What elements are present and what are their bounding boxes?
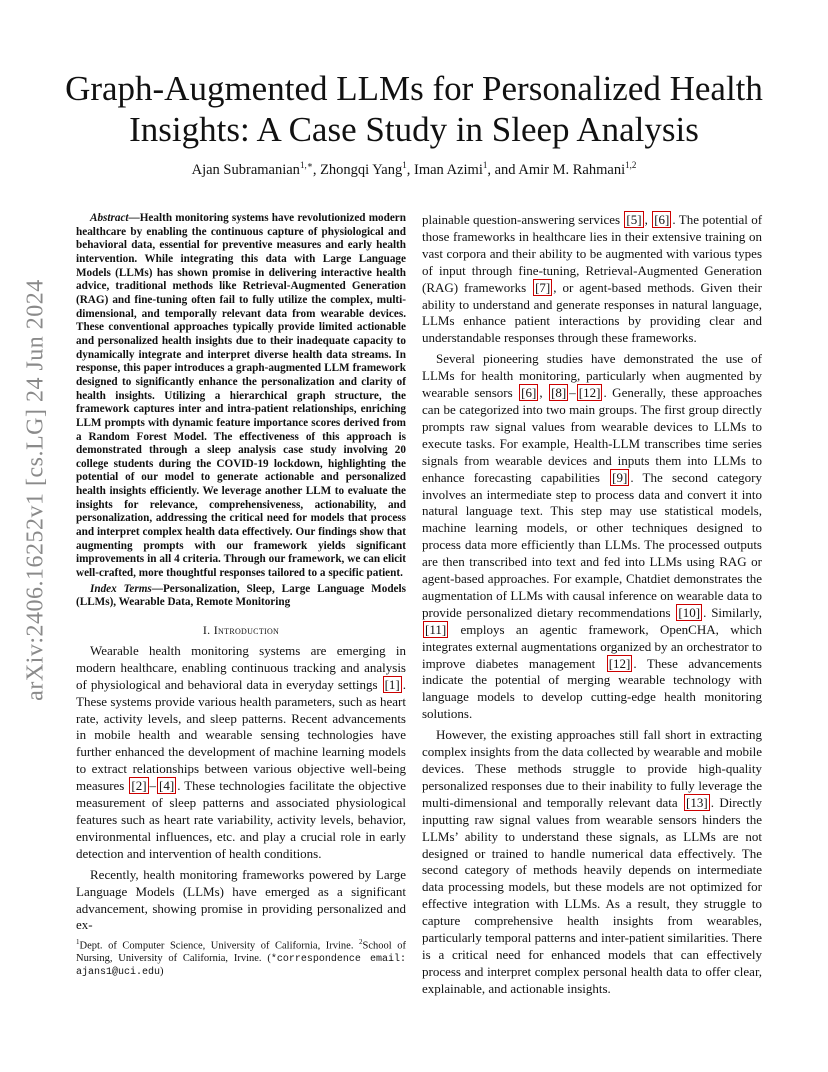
text-run: However, the existing approaches still fall short in extracting complex insights from the data collected by wearable and mobile devices. These methods struggle to provide high-quality personalized responses due to their inability to fully leverage the multi-dimensional and temporally relevant data	[422, 727, 762, 810]
text-run: plainable question-answering services	[422, 212, 624, 227]
text-run: . These advancements indicate the potential of merging wearable technology with language models to develop cutting-edge health monitoring solutions.	[422, 655, 762, 722]
abstract-text: —Health monitoring systems have revolutionized modern healthcare by enabling the continuous capture of physiological and behavioral data, essential for preventive measures and early health intervention. While integrating this data with Large Language Models (LLMs) has shown promise in delivering interactive health advice, traditional methods like Retrieval-Augmented Generation (RAG) and fine-tuning often fail to fully utilize the complex, multi-dimensional, and temporally relevant data from wearable devices. These conventional approaches typically provide limited actionable and personalized health insights due to their inadequate capacity to dynamically integrate and interpret diverse health data streams. In response, this paper introduces a graph-augmented LLM framework designed to significantly enhance the personalization and clarity of health insights. Utilizing a hierarchical graph structure, the framework captures inter and intra-patient relationships, enriching LLM prompts with dynamic feature importance scores derived from a Random Forest Model. The effectiveness of this approach is demonstrated through a sleep analysis case study involving 20 college students during the COVID-19 lockdown, highlighting the potential of our model to generate actionable and personalized health insights efficiently. We leverage another LLM to evaluate the insights for relevance, comprehensiveness, actionability, and personalization, addressing the critical need for models that process and interpret complex health data effectively. Our findings show that augmenting prompts with our framework yields significant improvements in all 4 criteria. Through our framework, we can elicit well-crafted, more thoughtful responses tailored to a specific patient.	[76, 212, 406, 580]
citation-link[interactable]: [9]	[612, 469, 628, 485]
citation-link[interactable]: [11]	[425, 621, 447, 637]
arxiv-sidebar	[14, 279, 58, 701]
author-separator: , and	[487, 161, 519, 178]
citation-link[interactable]: [8]	[551, 385, 567, 401]
footnote-mark: 1	[76, 938, 80, 946]
citation-link[interactable]: [4]	[159, 778, 175, 794]
footnote	[76, 936, 406, 979]
text-run: Several pioneering studies have demonstrated the use of LLMs for health monitoring, particularly when augmented by wearable sensors	[422, 351, 762, 401]
author-separator: ,	[406, 161, 414, 178]
author-name: Iman Azimi	[414, 161, 483, 178]
text-run: Wearable health monitoring systems are emerging in modern healthcare, enabling continuous tracking and analysis of physiological and behavioral data in everyday settings	[76, 642, 406, 692]
text-run: . Similarly,	[703, 604, 762, 620]
citation-link[interactable]: [6]	[654, 212, 670, 227]
text-run: . Generally, these approaches can be categorized into two main groups. The first group directly prompts raw signal values from wearable devices to LLMs to execute tasks. For example, Health-LLM transcribes time series signals from wearable devices and inputs them into LLMs to enhance forecasting capabilities	[422, 385, 762, 485]
abstract-label: Abstract	[90, 212, 129, 224]
author-name: Ajan Subramanian	[191, 161, 300, 178]
author-affiliation: 1,∗	[299, 160, 313, 170]
text-run: Dept. of Computer Science, University of California, Irvine.	[79, 940, 360, 952]
text-run: )	[160, 966, 164, 978]
index-terms-label: Index Terms	[90, 582, 152, 595]
paragraph	[422, 212, 762, 347]
paper-title: Graph-Augmented LLMs for Personalized Health Insights: A Case Study in Sleep Analysis	[65, 69, 763, 149]
author-name: Amir M. Rahmani	[518, 161, 626, 178]
text-run: –	[149, 778, 157, 794]
author-name: Zhongqi Yang	[320, 161, 403, 178]
arxiv-identifier: arXiv:2406.16252v1 [cs.LG] 24 Jun 2024	[22, 279, 49, 701]
text-run: . Directly inputting raw signal values from wearable sensors hinders the LLMs’ ability to understand these signals, as LLMs are not designed or trained to handle numerical data effectively. The second category of methods heavily depends on intermediate data processing models, but these models are not optimized for effective integration with LLMs. As a result, they struggle to capture comprehensive health insights from wearables, particularly temporal patterns and inter-patient similarities. There is a critical need for enhanced models that can effectively process and interpret complex personal health data to offer clear, explainable, and actionable insights.	[422, 794, 762, 996]
text-run: . The second category involves an intermediate step to process data and convert it into natural language text. This step may use statistical models, machine learning models, or other techniques designed to process data more efficiently than LLMs. The processed outputs are then transcribed into text and fed into LLMs using RAG or agent-based approaches. For example, Chatdiet demonstrates the augmentation of LLMs with causal inference on wearable data to provide personalized dietary recommendations	[422, 469, 762, 620]
right-column	[422, 212, 762, 998]
text-run: School of Nursing, University of California, Irvine. (	[76, 940, 406, 964]
author-affiliation: 1,2	[625, 160, 637, 170]
paragraph	[76, 867, 406, 935]
author-separator: ,	[312, 161, 321, 178]
author-affiliation: 1	[402, 160, 407, 170]
citation-link[interactable]: [10]	[678, 604, 701, 620]
author-list	[60, 160, 768, 179]
citation-link[interactable]: [12]	[578, 385, 601, 401]
text-run: ,	[539, 385, 549, 401]
citation-link[interactable]: [2]	[131, 778, 147, 794]
correspondence-email: *correspondence email: ajans1@uci.edu	[76, 953, 406, 979]
citation-link[interactable]: [12]	[608, 655, 631, 671]
text-run: . These technologies facilitate the objective measurement of sleep patterns and associated physiological features such as heart rate variability, activity levels, behavior, environmental influences, etc. and play a crucial role in early detection and intervention of health conditions.	[76, 778, 406, 861]
citation-link[interactable]: [5]	[626, 212, 642, 227]
text-run: . These systems provide various health parameters, such as heart rate, activity levels, and sleep patterns. Recent advancements in mobile health and wearable sensing technologies have further enhanced the development of machine learning models to extract relationships between various objective well-being measures	[76, 676, 406, 794]
paragraph	[422, 351, 762, 723]
paragraph	[422, 727, 762, 998]
citation-link[interactable]: [1]	[384, 676, 400, 692]
text-run: Recently, health monitoring frameworks powered by Large Language Models (LLMs) have emerged as a significant advancement, showing promise in providing personalized and ex-	[76, 866, 406, 933]
citation-link[interactable]: [6]	[521, 385, 537, 401]
footnote-mark: 2	[359, 938, 363, 946]
section-heading: I. Introduction	[202, 623, 280, 638]
citation-link[interactable]: [7]	[535, 279, 551, 295]
text-run: employs an agentic framework, OpenCHA, which integrates external augmentations organized by an orchestrator to improve diabetes management	[422, 621, 762, 671]
text-run: , or agent-based methods. Given their ability to understand and generate responses in natural language, LLMs enhance patient interactions by providing clear and understandable responses through these frameworks.	[422, 279, 762, 346]
text-run: . The potential of those frameworks in healthcare lies in their extensive training on vast corpora and their ability to be augmented with various types of input through fine-tuning, Retrieval-Augmented Generation (RAG) frameworks	[422, 212, 763, 295]
index-terms	[76, 583, 406, 610]
index-terms-text: —Personalization, Sleep, Large Language Models (LLMs), Wearable Data, Remote Monitoring	[76, 582, 406, 609]
author-affiliation: 1	[482, 160, 488, 170]
text-run: –	[569, 385, 576, 401]
left-column	[76, 212, 406, 934]
text-run: ,	[644, 212, 652, 227]
paragraph	[76, 643, 406, 863]
abstract	[76, 212, 406, 581]
citation-link[interactable]: [13]	[686, 794, 708, 810]
